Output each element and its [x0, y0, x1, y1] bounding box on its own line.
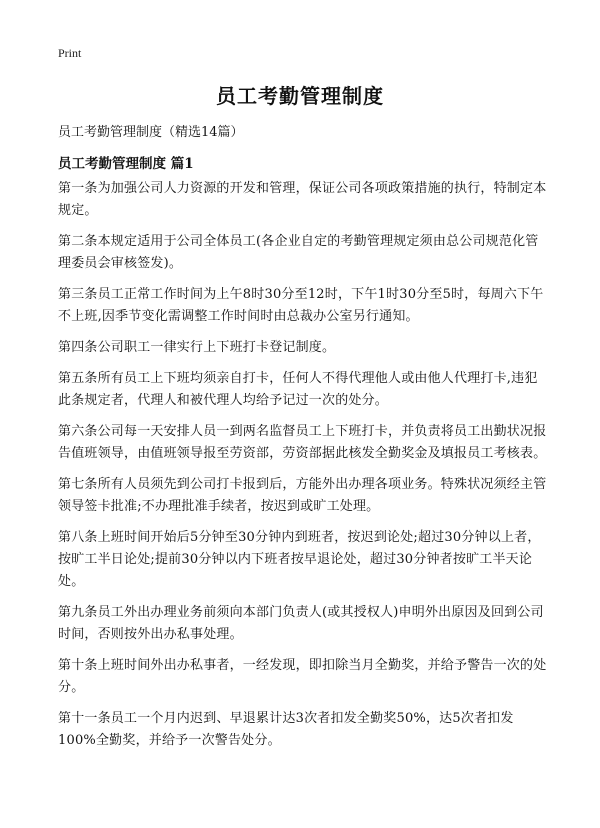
paragraph-1: 第一条为加强公司人力资源的开发和管理，保证公司各项政策措施的执行，特制定本规定。 — [58, 181, 547, 218]
paragraph-9: 第九条员工外出办理业务前须向本部门负责人(或其授权人)申明外出原因及回到公司时间，否则按外出办私事处理。 — [58, 605, 544, 642]
paragraph-11: 第十一条员工一个月内迟到、早退累计达3次者扣发全勤奖50%，达5次者扣发100%全勤奖，并给予一次警告处分。 — [58, 711, 514, 748]
paragraph-8: 第八条上班时间开始后5分钟至30分钟内到班者，按迟到论处;超过30分钟以上者，按旷工半日论处;提前30分钟以内下班者按早退论处，超过30分钟者按旷工半天论处。 — [58, 530, 541, 589]
paragraph-4: 第四条公司职工一律实行上下班打卡登记制度。 — [58, 340, 336, 355]
paragraph-2: 第二条本规定适用于公司全体员工(各企业自定的考勤管理规定须由总公司规范化管理委员会审核签发)。 — [58, 234, 539, 271]
print-link[interactable]: Print — [58, 46, 82, 60]
document-title: 员工考勤管理制度 — [216, 84, 384, 108]
paragraph-10: 第十条上班时间外出办私事者，一经发现，即扣除当月全勤奖，并给予警告一次的处分。 — [58, 658, 547, 695]
document-body — [58, 178, 548, 761]
paragraph-7: 第七条所有人员须先到公司打卡报到后，方能外出办理各项业务。特殊状况须经主管领导签卡批准;不办理批准手续者，按迟到或旷工处理。 — [58, 477, 547, 514]
section-heading: 员工考勤管理制度 篇1 — [58, 156, 194, 172]
paragraph-6: 第六条公司每一天安排人员一到两名监督员工上下班打卡，并负责将员工出勤状况报告值班领导，由值班领导报至劳资部，劳资部据此核发全勤奖金及填报员工考核表。 — [58, 424, 547, 461]
paragraph-5: 第五条所有员工上下班均须亲自打卡，任何人不得代理他人或由他人代理打卡,违犯此条规定者，代理人和被代理人均给予记过一次的处分。 — [58, 371, 538, 408]
paragraph-3: 第三条员工正常工作时间为上午8时30分至12时，下午1时30分至5时，每周六下午不上班,因季节变化需调整工作时间时由总裁办公室另行通知。 — [58, 287, 544, 324]
document-subtitle: 员工考勤管理制度（精选14篇） — [58, 125, 244, 140]
